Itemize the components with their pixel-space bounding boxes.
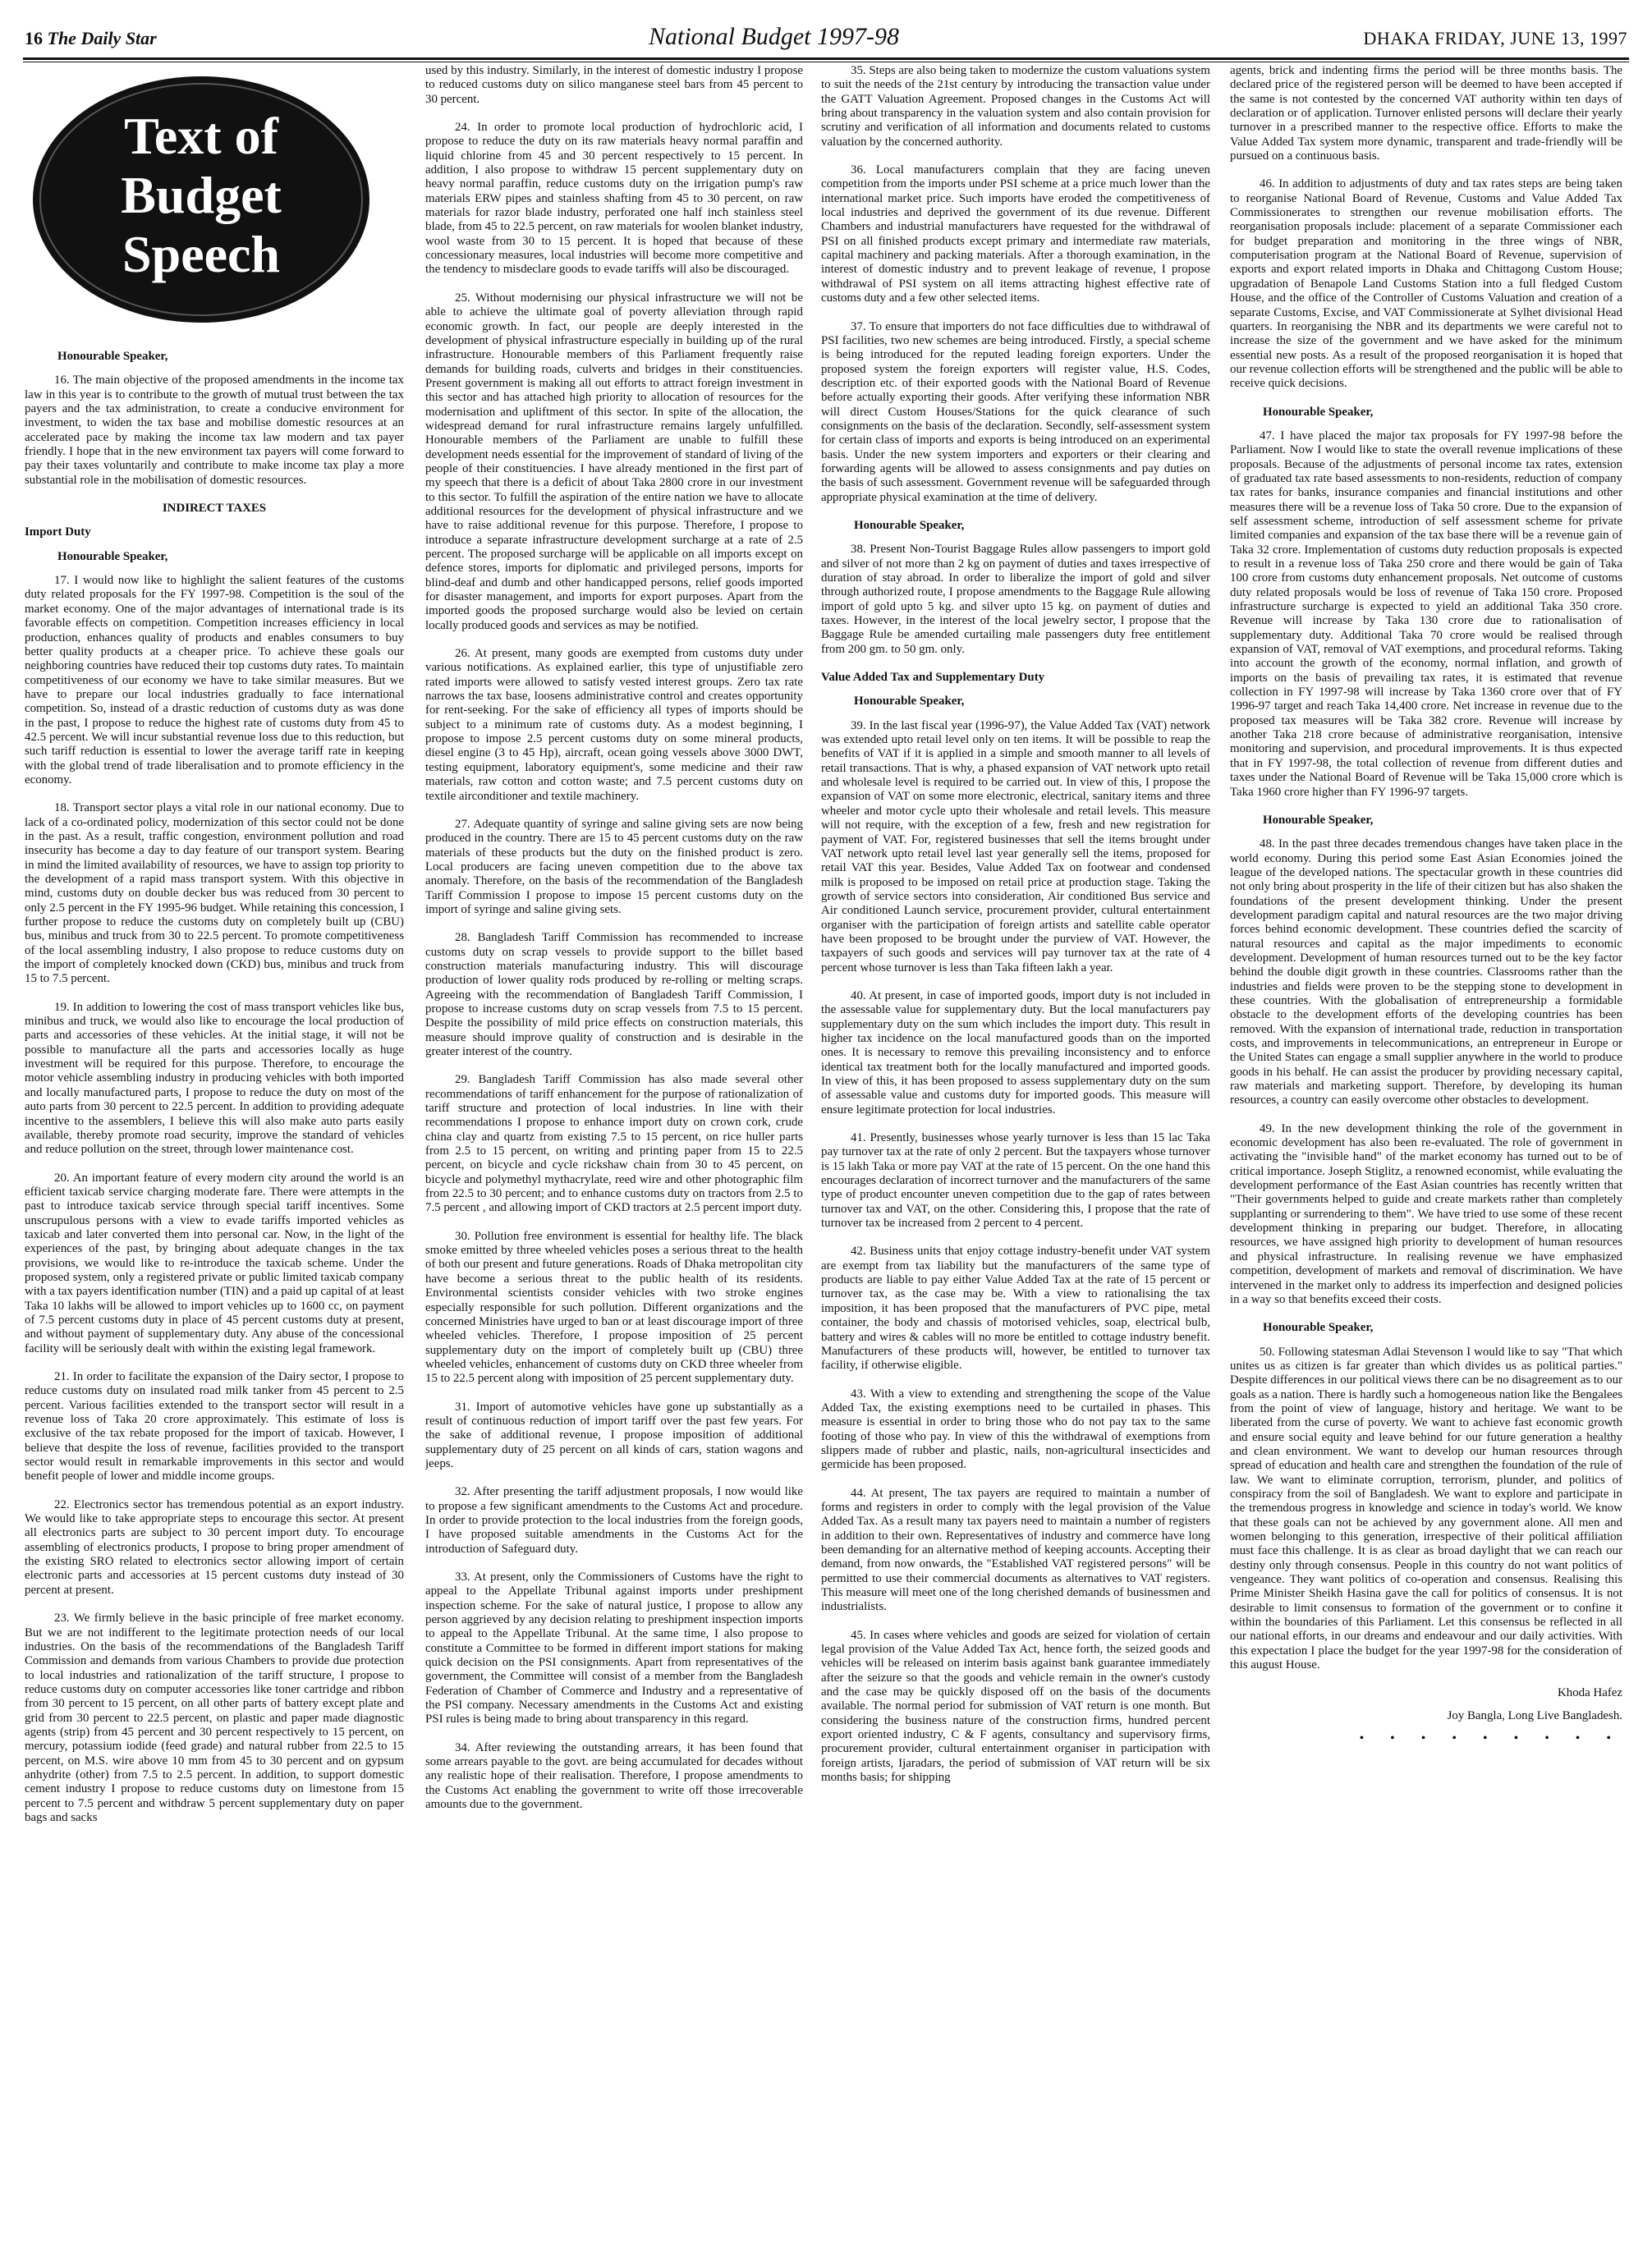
paragraph-31: 31. Import of automotive vehicles have gone up substantially as a result of continuous reduction of import tariff over the past few years. For the sake of additional revenue, I propose imposition of additional supplementary duty of 25 percent on all kinds of cars, station wagons and jeeps. — [425, 1400, 803, 1470]
salutation: Honourable Speaker, — [57, 350, 168, 363]
salutation: Honourable Speaker, — [854, 518, 965, 532]
paragraph-25: 25. Without modernising our physical infrastructure we will not be able to achieve the ultimate goal of poverty alleviation through rapid economic growth. In fact, our people are deeply interested in the development of physical infrastructure especially in building up of the rural infrastructure. Honourable members of this Parliament frequently raise demands for building roads, culverts and bridges in their constituencies. Present government is making all out efforts to attract foreign investment in this sector and has attached high priority to allocation of resources for the modernisation and upliftment of this sector. In spite of the allocation, the widespread demand for rural infrastructure remains largely unfulfilled. Honourable members of the Parliament are unable to fulfill these development needs essential for the improvement of standard of living of the people of their constituencies. I have already mentioned in the first part of my speech that there is a deficit of about Taka 2800 crore in our investment to this sector. To fulfill the aspiration of the entire nation we have to allocate additional resources for the development of physical infrastructure and we have to raise additional revenue for this purpose. Therefore, I propose to introduce a separate infrastructure development surcharge at a rate of 2.5 percent. The proposed surcharge will be applicable on all imports except on defence stores, imports for diplomatic and privileged persons, imports for blind-deaf and dumb and other handicapped persons, relief goods imported for disaster management, and imports for export purposes. Apart from the imported goods the proposed surcharge would also be levied on certain locally produced goods and services as may be notified. — [425, 291, 803, 632]
page-number: 16 — [25, 28, 43, 48]
paragraph-48: 48. In the past three decades tremendous changes have taken place in the world economy. During this period some East Asian Economies joined the league of the developed nations. The spectacular growth in these countries did not only bring about prosperity in the life of their citizen but has also shaken the foundations of the present development thinking. Under the present development paradigm capital and natural resources are the two major driving forces behind economic development. These countries defied the scarcity of natural resources and capital as the major impediments to economic development. Development of human resources turned out to be the key factor behind the double digit growth in these countries. Classrooms rather than the industries and fields were proven to be the stepping stone to development in these countries. With the globalisation of entrepreneurship a formidable obstacle to the development efforts of the developing countries has been removed. With the expansion of international trade, reduction in transportation costs, and improvements in telecommunications, an entrepreneur in Europe or the United States can engage a small supplier anywhere in the world to produce goods in his behalf. He can assist the producer by providing necessary capital, raw materials and marketing support. Therefore, by developing its human resources, a country can easily overcome other obstacles to development. — [1230, 837, 1622, 1107]
paragraph-47: 47. I have placed the major tax proposals for FY 1997-98 before the Parliament. Now I would like to state the overall revenue implications of these proposals. Because of the adjustments of personal income tax rates, extension of graduated tax rate based assessments to non-residents, reduction of company tax rates for banks, insurance companies and financial institutions and other measures there will be a revenue loss of Taka 50 crore. Due to the expansion of self assessment scheme, introduction of self assessment scheme for private limited companies and expansion of the tax base there will be a revenue gain of Taka 32 crore. Implementation of customs duty reduction proposals is expected to result in a revenue loss of Taka 250 crore and there would be gain of Taka 100 crore from customs duty enhancement proposals. Net outcome of customs duty related proposals would be loss of revenue of Taka 150 crore. Proposed infrastructure surcharge is expected to yield an additional Taka 350 crore. Revenue will increase by Taka 130 crore due to rationalisation of supplementary duty. Additional Taka 70 crore would be realised through expansion of VAT, removal of VAT exemptions, and procedural reforms. Taking into account the growth of the economy, normal inflation, and growth of imports on the basis of prevailing tax rates, it is estimated that revenue collection in FY 1997-98 will increase by Taka 1360 crore over that of FY 1996-97 target and reach Taka 14,400 crore. Net increase in revenue due to the proposed tax measures will be Taka 382 crore. Revenue will increase by another Taka 218 crore because of administrative reorganisation, intensive monitoring and supervision, and procedural improvements. It is thus expected that in FY 1997-98, the total collection of revenue from different duties and taxes under the National Board of Revenue will be Taka 15,000 crore which is Taka 1960 crore higher than FY 1996-97 targets. — [1230, 429, 1622, 799]
paragraph-18: 18. Transport sector plays a vital role in our national economy. Due to lack of a co-ordinated policy, modernization of this sector could not be done in the past. As a result, traffic congestion, environment pollution and road insecurity has become a day to day feature of our transport system. Bearing in mind the limited availability of resources, we have to assign top priority to the development of a rapid mass transport system. With this objective in mind, customs duty on double decker bus was reduced from 30 percent to only 2.5 percent in the FY 1995-96 budget. While retaining this concession, I further propose to reduce the customs duty on completely built up (CBU) bus, minibus and truck from 30 to 22.5 percent. To promote competitiveness of the local assembling industry, I also propose to reduce customs duty on the import of completely knocked down (CKD) bus, minibus and truck from 15 to 7.5 percent. — [25, 801, 404, 986]
paragraph-46: 46. In addition to adjustments of duty and tax rates steps are being taken to reorganise National Board of Revenue, Customs and Value Added Tax Commissionerates to strengthen our revenue mobilisation efforts. The reorganisation proposals include: placement of a separate Commissioner each for budget preparation and monitoring in the three wings of NBR, computerisation program at the National Board of Revenue, supervision of exports and export related imports in Dhaka and Chittagong Custom House; upgradation of Benapole Land Customs Station into a full fledged Custom House, and the office of the Controller of Customs Valuation and creation of a separate Customs, Excise, and VAT Commissionerate at Sylhet divisional Head quarters. In reorganising the NBR and its departments we were careful not to increase the size of the government and we have asked for the minimum essential new posts. As a result of the proposed reorganisation it is hoped that our revenue collection efforts will be strengthened and the public will be able to receive quick decisions. — [1230, 177, 1622, 391]
paragraph-45-continued: agents, brick and indenting firms the period will be three months basis. The declared price of the registered person will be deemed to have been accepted if the same is not contested by the concerned VAT authority within ten days of declaration or of application. Turnover enlisted persons will declare their yearly turnover in a prescribed manner to the respective office. Efforts to make the Value Added Tax system more dynamic, transparent and trade-friendly will be pursued on a continuous basis. — [1230, 64, 1622, 163]
paragraph-16: 16. The main objective of the proposed amendments in the income tax law in this year is to contribute to the growth of mutual trust between the tax payers and the tax administration, to create a conducive environment for investment, to widen the tax base and mobilise domestic resources at an accelerated pace by making the income tax law modern and tax payer friendly. I hope that in the new environment tax payers will come forward to pay their taxes voluntarily and contribute to make income tax play a more substantial role in the mobilisation of domestic resources. — [25, 374, 404, 487]
title-badge — [25, 64, 394, 335]
paragraph-43: 43. With a view to extending and strengthening the scope of the Value Added Tax, the existing exemptions need to be curtailed in phases. This measure is essential in order to bring those who do not pay tax to the same footing of those who pay. In view of this the withdrawal of exemptions from slippers made of rubber and plastic, nails, non-agricultural insecticides and germicide has been proposed. — [821, 1387, 1210, 1472]
header-rule — [23, 57, 1629, 60]
paragraph-27: 27. Adequate quantity of syringe and saline giving sets are now being produced in the country. There are 15 to 45 percent customs duty on the raw materials of these products but the duty on the finished product is zero. Local producers are facing uneven competition due to the above tax anomaly. Therefore, on the basis of the recommendation of the Bangladesh Tariff Commission I propose to impose 15 percent customs duty on the import of syringe and saline giving sets. — [425, 817, 803, 916]
paragraph-34: 34. After reviewing the outstanding arrears, it has been found that some arrears payable to the govt. are being accumulated for decades without any realistic hope of their realisation. Therefore, I propose amendments to the Customs Act enabling the government to write off those irrecoverable amounts due to the government. — [425, 1740, 803, 1812]
paragraph-32: 32. After presenting the tariff adjustment proposals, I now would like to propose a few significant amendments to the Customs Act and procedure. In order to provide protection to the local industries from the foreign goods, I have proposed suitable amendments in the Customs Act for the introduction of Safeguard duty. — [425, 1485, 803, 1556]
end-ornament: • • • • • • • • • — [1359, 1731, 1622, 1746]
paragraph-42: 42. Business units that enjoy cottage industry-benefit under VAT system are exempt from tax liability but the manufacturers of the same type of products are liable to pay either Value Added Tax at the rate of 15 percent or turnover tax, as the case may be. With a view to rationalising the tax imposition, it has been proposed that the manufacturers of PVC pipe, metal container, the body and chassis of motorised vehicles, soap, electrical bulb, battery and wires & cables will no more be entitled to cottage industry benefit. Manufacturers of these products will, however, be entitled to turnover tax facility, if otherwise eligible. — [821, 1245, 1210, 1373]
section-heading-indirect-taxes: INDIRECT TAXES — [162, 502, 267, 516]
paragraph-33: 33. At present, only the Commissioners of Customs have the right to appeal to the Appellate Tribunal against imports under preshipment inspection scheme. For the sake of natural justice, I propose to allow any person aggrieved by any decision relating to preshipment inspection imports to appeal to the Appellate Tribunal. At the same time, I also propose to constitute a Committee to be formed in different import stations for making quick decision on the PSI consignments. Apart from representatives of the government, the Committee will consist of a member from the Bangladesh Federation of Chamber of Commerce and Industry and a representative of the PSI company. Necessary amendments in the Customs Act and existing PSI rules is being made to bring about transparency in this regard. — [425, 1570, 803, 1726]
closing-line: Joy Bangla, Long Live Bangladesh. — [1447, 1708, 1622, 1722]
signature-khoda-hafez: Khoda Hafez — [1558, 1686, 1622, 1700]
paragraph-17: 17. I would now like to highlight the salient features of the customs duty related proposals for the FY 1997-98. Competition is the soul of the market economy. One of the major advantages of international trade is its favorable effects on competition. Competition increases efficiency in local production, enhances quality of products and enables consumers to buy better quality products at a cheaper price. To achieve these goals our neighboring countries have reduced their top customs duty rates. To maintain competitiveness of our economy we have to take similar measures. But we have to prepare our local industries gradually to face international competition. So, instead of a drastic reduction of customs duty as was done in the past, I propose to reduce the highest rate of customs duty from 45 to 42.5 percent. We will incur substantial revenue loss due to this reduction, but such tariff reduction is essential to lower the average tariff rate in keeping with the global trend of trade liberalisation and to promote efficiency in the economy. — [25, 574, 404, 786]
salutation: Honourable Speaker, — [854, 695, 965, 708]
title-line-1: Text of — [124, 107, 278, 165]
paragraph-22: 22. Electronics sector has tremendous potential as an export industry. We would like to take appropriate steps to encourage this sector. At present all electronics parts are subject to 30 percent import duty. To encourage assembling of electronics products, I propose to bring proper amendment of the existing SRO related to electronics sector allowing import of certain electronic parts and accessories at 15 percent customs duty instead of 30 percent at present. — [25, 1497, 404, 1597]
salutation: Honourable Speaker, — [57, 549, 168, 563]
header-left — [25, 28, 157, 49]
paragraph-45: 45. In cases where vehicles and goods are seized for violation of certain legal provision of the Value Added Tax Act, hence forth, the seized goods and vehicles will be released on interim basis against bank guarantee immediately after the seizure so that the goods and vehicle remain in the owner's custody and the case may be quickly disposed off on the basis of the documents available. The normal period for submission of VAT return is one month. But considering the business nature of the construction firms, hundred percent export oriented industry, C & F agents, consultancy and supervisory firms, procurement provider, cultural entertainment organiser in participation with foreign artists, Ijaradars, the period of submission of VAT return will be six months basis; for shipping — [821, 1628, 1210, 1785]
page-header — [0, 0, 1652, 59]
subheading-import-duty: Import Duty — [25, 525, 91, 539]
paragraph-36: 36. Local manufacturers complain that they are facing uneven competition from the imports under PSI scheme at a price much lower than the international market price. Such imports have eroded the competitiveness of local industries and deprived the government of its due revenue. Different Chambers and industrial manufacturers have requested for the withdrawal of PSI on all finished products except primary and intermediate raw materials, capital machinery and packing materials. After a thorough examination, in the interest of domestic industry and to prevent leakage of revenue, I propose withdrawal of PSI system on all items attracting highest effective rate of customs duty and a few other selected items. — [821, 163, 1210, 305]
paragraph-23: 23. We firmly believe in the basic principle of free market economy. But we are not indifferent to the legitimate protection needs of our local industries. On the basis of the recommendations of the Bangladesh Tariff Commission and demands from various Chambers to provide due protection to local industries and rationalization of the tariff structure, I propose to reduce customs duty on computer accessories like toner cartridge and ribbon from 30 percent to 15 percent, on all other parts of battery except plate and grid from 30 percent to 22.5 percent, on plastic and paper made diagnostic agents (strip) from 45 percent and 30 percent respectively to 15 percent, on mercury, potassium iodide (feed grade) and natural rubber from 22.5 to 15 percent, on M.S. wire above 10 mm from 45 to 30 percent and on gypsum anhydrite (other) from 7.5 to 2.5 percent. In addition, to support domestic cement industry I propose to reduce customs duty on limestone from 15 percent to 7.5 percent and withdraw 5 percent supplementary duty on paper bags and sacks — [25, 1612, 404, 1824]
title-line-3: Speech — [122, 225, 280, 283]
paragraph-50: 50. Following statesman Adlai Stevenson I would like to say "That which unites us as citizen is far greater than which divides us as political parties." Despite differences in our political views there can be no disagreement as to our goals as a nation. There is hardly such a homogeneous nation like the Bengalees from the point of view of language, history and heritage. We want to be liberated from the curse of poverty. We want to achieve fast economic growth and ensure social equity and leave behind for our future generation a healthy and clean environment. We want to develop our human resources through spread of education and health care and strengthen the foundation of the rule of law. We want to eliminate corruption, terrorism, plunder, and politics of conspiracy from the soil of Bangladesh. We want to explore and participate in the tremendous progress in knowledge and science in today's world. We know that these goals can not be achieved by any government alone. All men and women belonging to this generation, irrespective of their political affiliation must face this challenge. It is as clear as broad daylight that we can reach our destiny only through consensus. People in this country do not want politics of vengeance. They want politics of co-operation and consensus. Realising this Prime Minister Sheikh Hasina gave the call for politics of consensus. It is not desirable to limit consensus to formation of the government or to confine it within the boundaries of this Parliament. Let this consensus be reflected in all our national efforts, in our dreams and endeavour and our daily activities. With this expectation I place the budget for the year 1997-98 for the consideration of this august House. — [1230, 1345, 1622, 1672]
paragraph-21: 21. In order to facilitate the expansion of the Dairy sector, I propose to reduce customs duty on insulated road milk tanker from 45 percent to 2.5 percent. Various facilities extended to the transport sector will result in a revenue loss of Taka 20 crore approximately. This estimate of loss is exclusive of the tax rebate proposed for the import of taxicab. However, I believe that despite the loss of revenue, facilities provided to the transport sector would result in remarkable improvements in this sector and would benefit people of lower and middle income groups. — [25, 1370, 404, 1483]
paragraph-28: 28. Bangladesh Tariff Commission has recommended to increase customs duty on scrap vessels to provide support to the billet based construction materials manufacturing industry. This will discourage production of lower quality rods produced by re-rolling or melting scraps. Agreeing with the recommendation of Bangladesh Tariff Commission, I propose to increase customs duty on scrap vessels from 7.5 to 15 percent. Despite the possibility of mild price effects on construction materials, this measure should improve quality of construction and is desirable in the greater interest of the country. — [425, 931, 803, 1058]
dateline: DHAKA FRIDAY, JUNE 13, 1997 — [1363, 28, 1627, 48]
paragraph-24: 24. In order to promote local production of hydrochloric acid, I propose to reduce the duty on its raw materials heavy normal paraffin and liquid chlorine from 45 and 30 percent respectively to 15 percent. In addition, I also propose to withdraw 15 percent supplementary duty on heavy normal paraffin, reduce customs duty on the irrigation pump's raw materials ERW pipes and stainless shafting from 45 to 30 percent, on raw materials for razor blade industry, perforated one half inch stainless steel blade, from 45 to 22.5 percent, on raw materials for woolen blanket industry, wool waste from 30 to 15 percent. It is hoped that because of these concessionary measures, local industries will become more competitive and the tendency to misdeclare goods to evade tariffs will also be discouraged. — [425, 121, 803, 277]
paragraph-29: 29. Bangladesh Tariff Commission has also made several other recommendations of tariff enhancement for the purpose of rationalization of tariff structure and protection of local industries. In line with their recommendations I propose to enhance import duty on crown cork, crude china clay and quartz from existing 7.5 to 15 percent, on rice huller parts from 2.5 to 15 percent, on writing and printing paper from 15 to 22.5 percent, on bicycle and cycle rickshaw chain from 30 to 45 percent, on bicycle and polymethyl mythacrylate, reed wire and other photographic film from 22.5 to 30 percent; and to enhance customs duty on tractors from 2.5 to 7.5 percent , and allowing import of CKD tractors at 2.5 percent import duty. — [425, 1073, 803, 1215]
column-2 — [425, 64, 803, 2248]
salutation: Honourable Speaker, — [1263, 1321, 1374, 1335]
paragraph-35: 35. Steps are also being taken to modernize the custom valuations system to suit the needs of the 21st century by introducing the transaction value under the GATT Valuation Agreement. Proposed changes in the Customs Act will bring about transparency in the valuation system and also contain provision for scrutiny and verification of all information and documents related to customs valuation by the concerned authority. — [821, 64, 1210, 149]
salutation: Honourable Speaker, — [1263, 813, 1374, 827]
paragraph-19: 19. In addition to lowering the cost of mass transport vehicles like bus, minibus and truck, we would also like to encourage the local production of parts and accessories of these vehicles. At the initial stage, it will not be possible to manufacture all the parts and accessories locally as huge investment will be required for this purpose. Therefore, to encourage the motor vehicle assembling industry in producing vehicles with both imported and locally manufactured parts, I propose to reduce the duty on most of the auto parts from 30 percent to 22.5 percent. In addition to providing adequate incentive to the assemblers, I believe this will also make auto parts easily available, thereby promote road security, improve the standard of vehicles and reduce pollution on the street, through lower maintenance cost. — [25, 1000, 404, 1157]
masthead: The Daily Star — [47, 28, 157, 48]
paragraph-44: 44. At present, The tax payers are required to maintain a number of forms and registers in order to comply with the legal provision of the Value Added Tax. As a result many tax payers need to maintain a number of registers in addition to their own. Representatives of industry and commerce have long been demanding for an alternative method of keeping accounts. Accepting their demand, from now onwards, the "Established VAT registered persons" will be permitted to use their commercial documents as alternatives to VAT registers. This measure will meet one of the long cherished demands of businessmen and industrialists. — [821, 1486, 1210, 1614]
subheading-vat: Value Added Tax and Supplementary Duty — [821, 671, 1045, 685]
paragraph-38: 38. Present Non-Tourist Baggage Rules allow passengers to import gold and silver of not more than 2 kg on payment of duties and taxes irrespective of duration of stay abroad. In order to liberalize the import of gold and silver through authorized route, I propose amendments to the Baggage Rule allowing import of gold upto 5 kg. and silver upto 15 kg. on payment of duties and taxes. However, in the interest of the local jewelry sector, I propose that the Baggage Rule be amended curtailing male passengers duty free entitlement from 200 gm. to 50 gm. only. — [821, 543, 1210, 656]
salutation: Honourable Speaker, — [1263, 405, 1374, 419]
section-title: National Budget 1997-98 — [649, 23, 899, 50]
column-4 — [1230, 64, 1622, 2248]
title-line-2: Budget — [121, 166, 282, 224]
column-1 — [25, 64, 404, 2248]
paragraph-26: 26. At present, many goods are exempted from customs duty under various notifications. As explained earlier, this type of unjustifiable zero rated imports were allowed to satisfy vested interest groups. Zero tax rate narrows the tax base, loosens administrative control and creates opportunity for rent-seeking. For the sake of efficiency all types of imports should be subject to a minimum rate of customs duty. As a modest beginning, I propose to impose 2.5 percent customs duty on some mineral products, diesel engine (3 to 45 Hp), aircraft, ocean going vessels above 3000 DWT, testing equipment, laboratory equipment's, some medicine and their raw materials, raw cotton and cotton waste; and 7.5 percent customs duty on textile airconditioner and textile machinery. — [425, 647, 803, 803]
paragraph-40: 40. At present, in case of imported goods, import duty is not included in the assessable value for supplementary duty. But the local manufacturers pay supplementary duty on the sum which includes the import duty. This result in higher tax incidence on the local manufactured goods than on the imported ones. It is necessary to remove this prevailing inconsistency and to enforce identical tax treatment both for the locally manufactured and imported goods. In view of this, it has been proposed to assess supplementary duty on the sum of assessable value and customs duty for imported goods. This measure will ensure legitimate protection for local industries. — [821, 988, 1210, 1117]
paragraph-49: 49. In the new development thinking the role of the government in economic development has also been re-evaluated. The role of government in activating the "invisible hand" of the market economy has turned out to be of critical importance. Joseph Stiglitz, a renowned economist, while evaluating the development performance of the East Asian countries has recently written that "Their governments helped to guide and create markets rather than completely supplanting or surrendering to them". We have tried to use some of these recent development thinking in preparing our budget. Therefore, in allocating resources, we have assigned high priority to development of human resources and physical infrastructure. In realising revenue we have emphasized competition, development of markets and removal of discrimination. We have intervened in the market only to address its imperfection and designed policies in a way so that benefits exceed their costs. — [1230, 1121, 1622, 1306]
paragraph-30: 30. Pollution free environment is essential for healthy life. The black smoke emitted by three wheeled vehicles poses a serious threat to the health of both our present and future generations. Roads of Dhaka metropolitan city have become a serious threat to the public health of its residents. Environmental scientists consider vehicles with two stroke engines especially responsible for such pollution. Different organizations and the concerned Ministries have urged to ban or at least discourage import of three wheeled vehicles. Therefore, I propose imposition of 25 percent supplementary duty on the import of completely built up (CBU) three wheeled vehicles, enhancement of customs duty on CKD three wheeler from 15 to 22.5 percent along with imposition of 25 percent supplementary duty. — [425, 1229, 803, 1386]
paragraph-23-continued: used by this industry. Similarly, in the interest of domestic industry I propose to reduced customs duty on silico manganese steel bars from 45 percent to 30 percent. — [425, 64, 803, 106]
paragraph-41: 41. Presently, businesses whose yearly turnover is less than 15 lac Taka pay turnover tax at the rate of only 2 percent. But the taxpayers whose turnover is 15 lakh Taka or more pay VAT at the rate of 15 percent. On the one hand this encourages declaration of incorrect turnover and the manufacturers of the same type of product encounter uneven competition due to the gap of rates between turnover tax and VAT, on the other. Considering this, I propose that the rate of turnover tax be increased from 2 percent to 4 percent. — [821, 1131, 1210, 1231]
paragraph-20: 20. An important feature of every modern city around the world is an efficient taxicab service charging moderate fare. There were attempts in the past to introduce taxicab service through special tariff incentives. Some unscrupulous persons with a view to evade tariffs imported vehicles as taxicab and later converted them into personal car. Now, in the light of the experiences of the past, by bringing about adequate changes in the tax provisions, we would like to re-introduce the taxicab scheme. Under the proposed system, only a registered private or public limited taxicab company with a tax payers identification number (TIN) and a paid up capital of at least Taka 10 lakhs will be allowed to import vehicles up to 1600 cc, on payment of 7.5 percent customs duty in place of 45 percent customs duty at present, and without payment of supplementary duty. Any abuse of the concessional facility will be seriously dealt with within the existing legal framework. — [25, 1171, 404, 1355]
paragraph-39: 39. In the last fiscal year (1996-97), the Value Added Tax (VAT) network was extended upto retail level only on ten items. It will be possible to reap the benefits of VAT if it is applied in a simple and smooth manner to all levels of retail transactions. That is why, a phased expansion of VAT network upto retail and wholesale level is required to be carried out. In view of this, I propose the expansion of VAT on some more electronic, electrical, sanitary items and three wheeler and motor cycle upto their wholesale and retail levels. This measure will not require, with the exception of a few, fresh and new registration for payment of VAT. For, registered businesses that sell the items brought under VAT network upto retail level last year generally sell the items, proposed for retail VAT this year. Besides, Value Added Tax on footwear and condensed milk is proposed to be imposed on retail price at production stage. Taking the growth of service sectors into consideration, Air conditioned Bus service and Air conditioned Launch service, procurement provider, cultural entertainment organiser with the participation of foreign artists and satellite cable operator have been proposed to be brought under the purview of VAT. However, the taxpayers of such goods and services will pay turnover tax at the rate of 4 percent whose turnover is less than Taka fifteen lakh a year. — [821, 718, 1210, 974]
column-3 — [821, 64, 1210, 2248]
title-text — [25, 107, 378, 284]
paragraph-37: 37. To ensure that importers do not face difficulties due to withdrawal of PSI facilities, two new schemes are being introduced. Firstly, a special scheme is being introduced for the reputed leading foreign exporters. Under the proposed system the foreign exporters will register value, H.S. Codes, description etc. of their exported goods with the National Board of Revenue before actually exporting their goods. After verifying these information NBR will direct Custom Houses/Stations for the quick clearance of such consignments on the basis of the declaration. Secondly, self-assessment system for certain class of imports and exports is being introduced on an experimental basis. Under the new system importers and exporters or their clearing and forwarding agents will be allowed to assess consignments and pay duties on the basis of such assessment. Government revenue will be safeguarded through appropriate physical examination at the time of delivery. — [821, 319, 1210, 504]
